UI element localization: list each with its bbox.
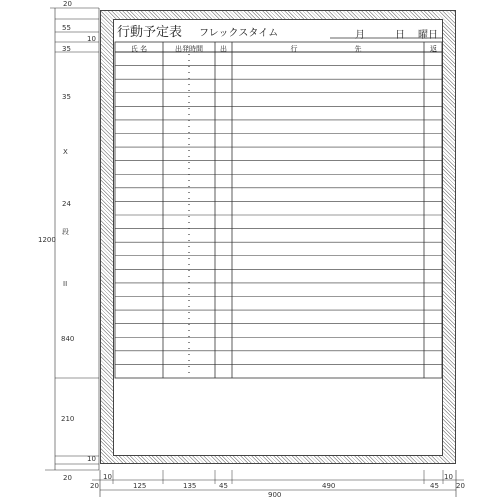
dim-55: 55 bbox=[62, 24, 71, 32]
dim-45-a: 45 bbox=[219, 482, 228, 490]
dim-24: 24 bbox=[62, 200, 71, 208]
dim-x: X bbox=[63, 148, 68, 156]
date-weekday: 曜日 bbox=[418, 30, 438, 41]
col-header-destination-2: 先 bbox=[354, 45, 362, 53]
schedule-grid-frame bbox=[115, 42, 442, 378]
col-header-name: 氏 名 bbox=[130, 45, 148, 53]
dim-10-right: 10 bbox=[444, 473, 453, 481]
dim-45-b: 45 bbox=[430, 482, 439, 490]
dim-210: 210 bbox=[61, 415, 75, 423]
dim-35-a: 35 bbox=[62, 45, 71, 53]
dim-total-900: 900 bbox=[268, 491, 282, 499]
dim-490: 490 bbox=[322, 482, 336, 490]
dim-20-bottom: 20 bbox=[63, 474, 72, 482]
date-month: 月 bbox=[355, 30, 365, 41]
dim-20-left: 20 bbox=[90, 482, 99, 490]
dim-top-20: 20 bbox=[63, 0, 72, 8]
col-header-return: 返 bbox=[430, 45, 437, 53]
date-day: 日 bbox=[395, 30, 405, 41]
col-header-destination-1: 行 bbox=[290, 45, 298, 53]
col-header-out: 出 bbox=[220, 45, 227, 53]
dim-35-b: 35 bbox=[62, 93, 71, 101]
dim-840: 840 bbox=[61, 335, 75, 343]
dim-1200: 1200 bbox=[38, 236, 56, 244]
board-subtitle: フレックスタイム bbox=[199, 28, 279, 39]
board-title: 行動予定表 bbox=[117, 25, 183, 40]
dim-135: 135 bbox=[183, 482, 197, 490]
dim-125: 125 bbox=[133, 482, 147, 490]
dim-10-left: 10 bbox=[103, 473, 112, 481]
col-header-departure: 出発時間 bbox=[175, 45, 203, 53]
dim-dan: 段 bbox=[62, 228, 69, 236]
dim-10-top: 10 bbox=[87, 35, 96, 43]
dim-10-bottom: 10 bbox=[87, 455, 96, 463]
dim-eq: II bbox=[63, 280, 68, 288]
dim-20-right: 20 bbox=[456, 482, 465, 490]
